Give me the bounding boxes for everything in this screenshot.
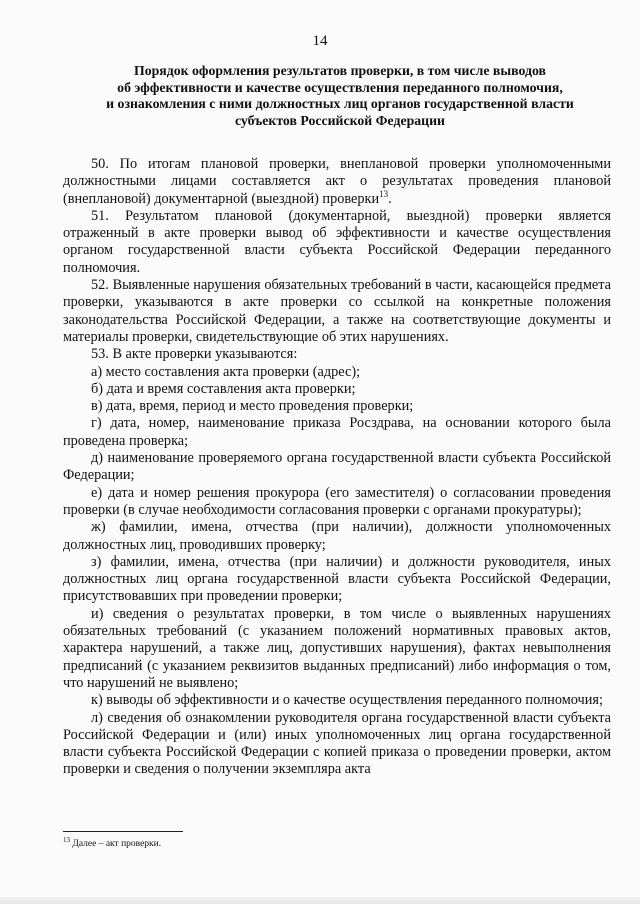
paragraph-53: 53. В акте проверки указываются: — [91, 346, 298, 363]
paragraph-52: 52. Выявленные нарушения обязательных требований в части, касающейся предмета проверки, указываются в акте проверки со ссылкой на конкретные положения законодательства Российской Федерации, а также на соответствующие документы и материалы проверки, свидетельствующие об этих нарушениях. — [63, 277, 611, 345]
footnote-divider — [63, 831, 183, 832]
title-line: об эффективности и качестве осуществления переданного полномочия, — [117, 79, 563, 95]
scan-edge — [0, 897, 640, 904]
list-item-a: а) место составления акта проверки (адрес); — [91, 363, 361, 380]
footnote-text: Далее – акт проверки. — [70, 839, 162, 849]
page-number: 14 — [312, 33, 328, 49]
list-item-d: д) наименование проверяемого органа государственной власти субъекта Российской Федерации; — [63, 450, 611, 484]
list-item-l: л) сведения об ознакомлении руководителя органа государственной власти субъекта Российской Федерации и (или) иных уполномоченных лиц органа государственной власти субъекта Российской Федерации с копией приказа о проведении проверки, актом проверки и сведения о получении экземпляра акта — [63, 709, 611, 778]
list-item-v: в) дата, время, период и место проведения проверки; — [91, 398, 414, 415]
section-title — [70, 63, 610, 129]
title-line: и ознакомления с ними должностных лиц органов государственной власти — [106, 96, 574, 111]
title-line: субъектов Российской Федерации — [234, 112, 445, 128]
footnote-number: 13 — [63, 835, 70, 844]
list-item-g: г) дата, номер, наименование приказа Росздрава, на основании которого была проведена проверка; — [63, 415, 611, 449]
paragraph-51: 51. Результатом плановой (документарной, выездной) проверки является отраженный в акте проверки вывод об эффективности и качестве осуществления органом государственной власти субъекта Российской Федерации переданного полномочия. — [63, 207, 611, 276]
footnote-reference: 13 — [379, 188, 389, 199]
title-line: Порядок оформления результатов проверки, в том числе выводов — [133, 63, 546, 78]
list-item-b: б) дата и время составления акта проверки; — [91, 380, 356, 397]
list-item-i: и) сведения о результатах проверки, в том числе о выявленных нарушениях обязательных требований (с указанием положений нормативных правовых актов, характера нарушений, а также лиц, допустивших нарушения), фактах невыполнения предписаний (с указанием реквизитов выданных предписаний) либо информация о том, что нарушений не выявлено; — [63, 605, 611, 691]
footnote — [63, 835, 611, 850]
list-item-k: к) выводы об эффективности и о качестве осуществления переданного полномочия; — [91, 692, 603, 709]
list-item-zh: ж) фамилии, имена, отчества (при наличии), должности уполномоченных должностных лиц, проводивших проверку; — [63, 519, 611, 553]
list-item-z: з) фамилии, имена, отчества (при наличии) и должности руководителя, иных должностных лиц органа государственной власти субъекта Российской Федерации, присутствовавших при проведении проверки; — [63, 553, 611, 605]
document-body — [63, 156, 611, 779]
list-item-e: е) дата и номер решения прокурора (его заместителя) о согласовании проведения проверки (в случае необходимости согласования проверки с органами прокуратуры); — [63, 484, 611, 518]
paragraph-50: 50. По итогам плановой проверки, внеплановой проверки уполномоченными должностными лицами составляется акт о результатах проведения плановой (внеплановой) документарной (выездной) проверки$^{13}$. — [63, 156, 611, 207]
